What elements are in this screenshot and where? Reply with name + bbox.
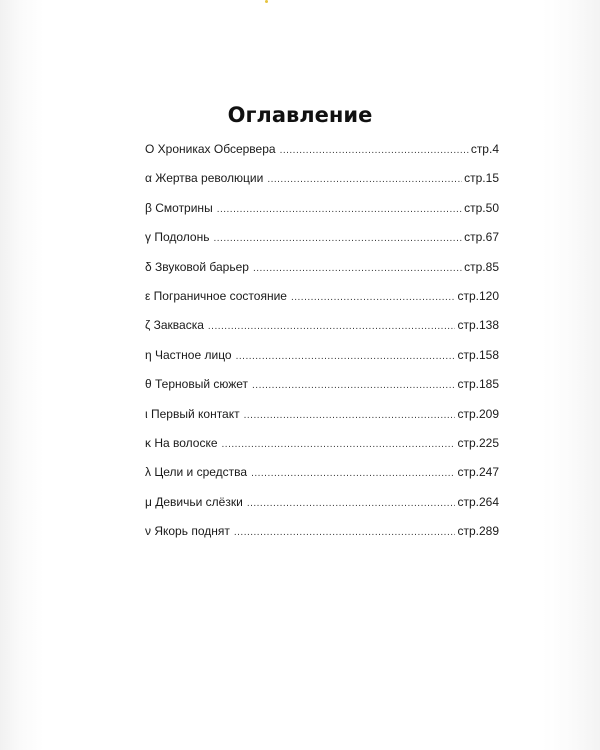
toc-entry-title: ι Первый контакт <box>145 406 240 421</box>
toc-entry <box>145 495 499 524</box>
toc-entry-page: стр.67 <box>464 230 499 245</box>
toc-entry-title: μ Девичьи слёзки <box>145 494 243 509</box>
toc-entry <box>145 318 499 347</box>
table-of-contents <box>145 142 499 553</box>
toc-entry-page: стр.15 <box>464 171 499 186</box>
toc-entry <box>145 348 499 377</box>
toc-entry <box>145 201 499 230</box>
toc-entry-page: стр.247 <box>457 465 499 480</box>
toc-entry <box>145 260 499 289</box>
toc-entry <box>145 142 499 171</box>
toc-dot-leader <box>280 145 469 156</box>
toc-entry <box>145 289 499 318</box>
toc-dot-leader <box>234 527 456 538</box>
toc-entry-title: η Частное лицо <box>145 347 232 362</box>
toc-entry-page: стр.50 <box>464 200 499 215</box>
toc-entry-title: ε Пограничное состояние <box>145 288 287 303</box>
toc-dot-leader <box>251 468 455 479</box>
toc-entry-page: стр.120 <box>457 288 499 303</box>
scan-speck <box>265 0 268 3</box>
toc-entry-title: ν Якорь поднят <box>145 524 230 539</box>
toc-dot-leader <box>208 321 456 332</box>
toc-entry-title: κ На волоске <box>145 435 218 450</box>
toc-entry-title: ζ Закваска <box>145 318 204 333</box>
toc-entry-title: О Хрониках Обсервера <box>145 142 276 156</box>
toc-heading: Оглавление <box>227 103 373 127</box>
toc-dot-leader <box>247 498 456 509</box>
toc-entry-title: λ Цели и средства <box>145 465 248 480</box>
toc-entry-page: стр.158 <box>457 347 499 362</box>
toc-entry-page: стр.138 <box>457 318 499 333</box>
toc-entry-page: стр.209 <box>457 406 499 421</box>
toc-entry <box>145 436 499 465</box>
toc-entry-title: δ Звуковой барьер <box>145 259 249 274</box>
toc-entry-page: стр.4 <box>470 142 499 156</box>
toc-dot-leader <box>291 292 456 303</box>
toc-dot-leader <box>217 204 462 215</box>
toc-entry-page: стр.85 <box>464 259 499 274</box>
toc-entry-title: γ Подолонь <box>145 230 210 245</box>
toc-entry-page: стр.225 <box>457 435 499 450</box>
toc-dot-leader <box>253 263 462 274</box>
toc-entry-page: стр.264 <box>457 494 499 509</box>
toc-entry <box>145 465 499 494</box>
toc-dot-leader <box>252 380 455 391</box>
toc-entry-page: стр.289 <box>457 524 499 539</box>
toc-entry-title: β Смотрины <box>145 200 213 215</box>
toc-entry <box>145 377 499 406</box>
toc-entry-page: стр.185 <box>457 377 499 392</box>
toc-entry-title: α Жертва революции <box>145 171 264 186</box>
toc-entry <box>145 171 499 200</box>
toc-dot-leader <box>222 439 456 450</box>
toc-entry <box>145 230 499 259</box>
toc-dot-leader <box>213 233 462 244</box>
toc-dot-leader <box>267 174 462 185</box>
toc-entry <box>145 524 499 553</box>
toc-entry-title: θ Терновый сюжет <box>145 377 249 392</box>
toc-entry <box>145 407 499 436</box>
toc-dot-leader <box>236 351 456 362</box>
toc-dot-leader <box>244 410 456 421</box>
